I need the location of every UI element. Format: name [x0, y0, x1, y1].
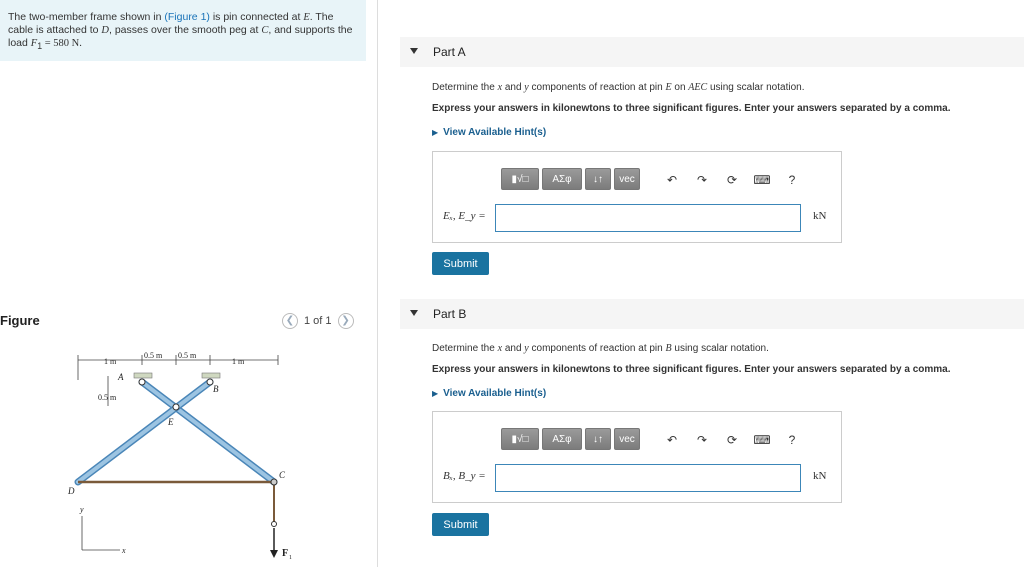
question-text: using scalar notation. — [671, 343, 769, 354]
problem-text: , and supports the load — [8, 24, 353, 49]
problem-text: . The cable is attached to — [8, 11, 334, 36]
help-icon[interactable]: ? — [788, 173, 796, 187]
hint-label: View Available Hint(s) — [443, 127, 547, 138]
part-b-header[interactable] — [400, 299, 1024, 329]
reset-icon[interactable]: ⟳ — [726, 433, 738, 447]
part-b-question — [432, 343, 769, 354]
vec-button[interactable]: vec — [614, 168, 640, 190]
q-x: x — [497, 343, 503, 354]
problem-text: is pin connected at — [209, 11, 304, 23]
q-member: AEC — [688, 82, 708, 93]
label-B: B — [213, 384, 219, 394]
redo-icon[interactable]: ↷ — [696, 433, 708, 447]
attach-symbol: D — [101, 25, 109, 36]
vec-button[interactable]: vec — [614, 428, 640, 450]
load-symbol: F — [30, 38, 38, 49]
math-toolbar — [501, 168, 640, 190]
greek-symbols-button[interactable]: ΑΣφ — [542, 428, 582, 450]
figure-pager — [282, 313, 354, 329]
collapse-triangle-icon — [410, 310, 418, 316]
collapse-triangle-icon — [410, 48, 418, 54]
part-b-answer-input[interactable] — [495, 464, 801, 492]
pin-symbol: E — [303, 12, 310, 23]
label-C: C — [279, 470, 286, 480]
keyboard-icon[interactable]: ⌨ — [753, 173, 771, 187]
dim-0.5m-b: 0.5 m — [178, 351, 197, 360]
label-D: D — [68, 486, 75, 496]
edit-actions — [657, 172, 807, 188]
part-b-hint-link[interactable] — [432, 388, 546, 399]
dim-0.5m-vertical: 0.5 m — [98, 393, 117, 402]
part-a-header[interactable] — [400, 37, 1024, 67]
part-a-title: Part A — [433, 45, 466, 59]
part-b-answer-box — [432, 411, 842, 503]
frame-figure — [60, 340, 300, 565]
q-y: y — [524, 82, 529, 93]
reset-icon[interactable]: ⟳ — [726, 173, 738, 187]
problem-statement — [0, 0, 366, 61]
hint-label: View Available Hint(s) — [443, 388, 547, 399]
part-a-answer-box — [432, 151, 842, 243]
q-pin: E — [665, 82, 672, 93]
part-a-lhs: Eₓ, E_y = — [443, 210, 486, 222]
help-icon[interactable]: ? — [788, 433, 796, 447]
part-a-submit-button[interactable]: Submit — [432, 252, 489, 275]
question-text: Determine the — [432, 82, 498, 93]
part-a-question — [432, 82, 804, 93]
template-button[interactable]: ▮√□ — [501, 428, 539, 450]
sort-button[interactable]: ↓↑ — [585, 428, 611, 450]
load-subscript: 1 — [37, 41, 43, 52]
expand-arrow-icon: ▶ — [432, 389, 439, 398]
problem-text: , passes over the smooth peg at — [109, 24, 262, 36]
peg-symbol: C — [261, 25, 269, 36]
dim-1m-left: 1 m — [104, 357, 117, 366]
part-a-hint-link[interactable] — [432, 127, 546, 138]
label-A: A — [118, 372, 124, 382]
undo-icon[interactable]: ↶ — [666, 433, 678, 447]
axis-y-label: y — [80, 505, 84, 514]
figure-count: 1 of 1 — [304, 315, 332, 327]
next-figure-button[interactable]: ❯ — [338, 313, 354, 329]
question-text: Determine the — [432, 343, 498, 354]
math-toolbar — [501, 428, 640, 450]
template-button[interactable]: ▮√□ — [501, 168, 539, 190]
redo-icon[interactable]: ↷ — [696, 173, 708, 187]
expand-arrow-icon: ▶ — [432, 128, 439, 137]
greek-symbols-button[interactable]: ΑΣφ — [542, 168, 582, 190]
part-b-unit: kN — [813, 470, 827, 482]
keyboard-icon[interactable]: ⌨ — [753, 433, 771, 447]
part-b-title: Part B — [433, 307, 467, 321]
axis-x-label: x — [122, 546, 126, 555]
question-text: components of reaction at pin — [528, 82, 666, 93]
part-a-answer-input[interactable] — [495, 204, 801, 232]
question-text: components of reaction at pin — [528, 343, 666, 354]
load-label: F — [282, 548, 289, 559]
dim-0.5m-a: 0.5 m — [144, 351, 163, 360]
question-text: on — [671, 82, 689, 93]
question-text: and — [502, 82, 525, 93]
question-text: using scalar notation. — [707, 82, 805, 93]
undo-icon[interactable]: ↶ — [666, 173, 678, 187]
load-value: = 580 N. — [42, 38, 82, 49]
dim-1m-right: 1 m — [232, 357, 245, 366]
part-b-submit-button[interactable]: Submit — [432, 513, 489, 536]
panel-divider — [377, 0, 378, 567]
edit-actions — [657, 432, 807, 448]
label-E: E — [168, 417, 174, 427]
figure-title: Figure — [0, 313, 40, 328]
part-a-instructions: Express your answers in kilonewtons to three significant figures. Enter your answers separated by a comma. — [432, 103, 951, 114]
problem-text: The two-member frame shown in — [8, 11, 165, 23]
figure-link[interactable]: (Figure 1) — [164, 11, 210, 23]
part-a-unit: kN — [813, 210, 827, 222]
prev-figure-button[interactable]: ❮ — [282, 313, 298, 329]
part-b-lhs: Bₓ, B_y = — [443, 470, 486, 482]
load-label-sub: 1 — [289, 555, 292, 561]
q-x: x — [497, 82, 503, 93]
q-y: y — [524, 343, 529, 354]
part-b-instructions: Express your answers in kilonewtons to three significant figures. Enter your answers separated by a comma. — [432, 364, 951, 375]
sort-button[interactable]: ↓↑ — [585, 168, 611, 190]
question-text: and — [502, 343, 525, 354]
q-pin: B — [665, 343, 672, 354]
